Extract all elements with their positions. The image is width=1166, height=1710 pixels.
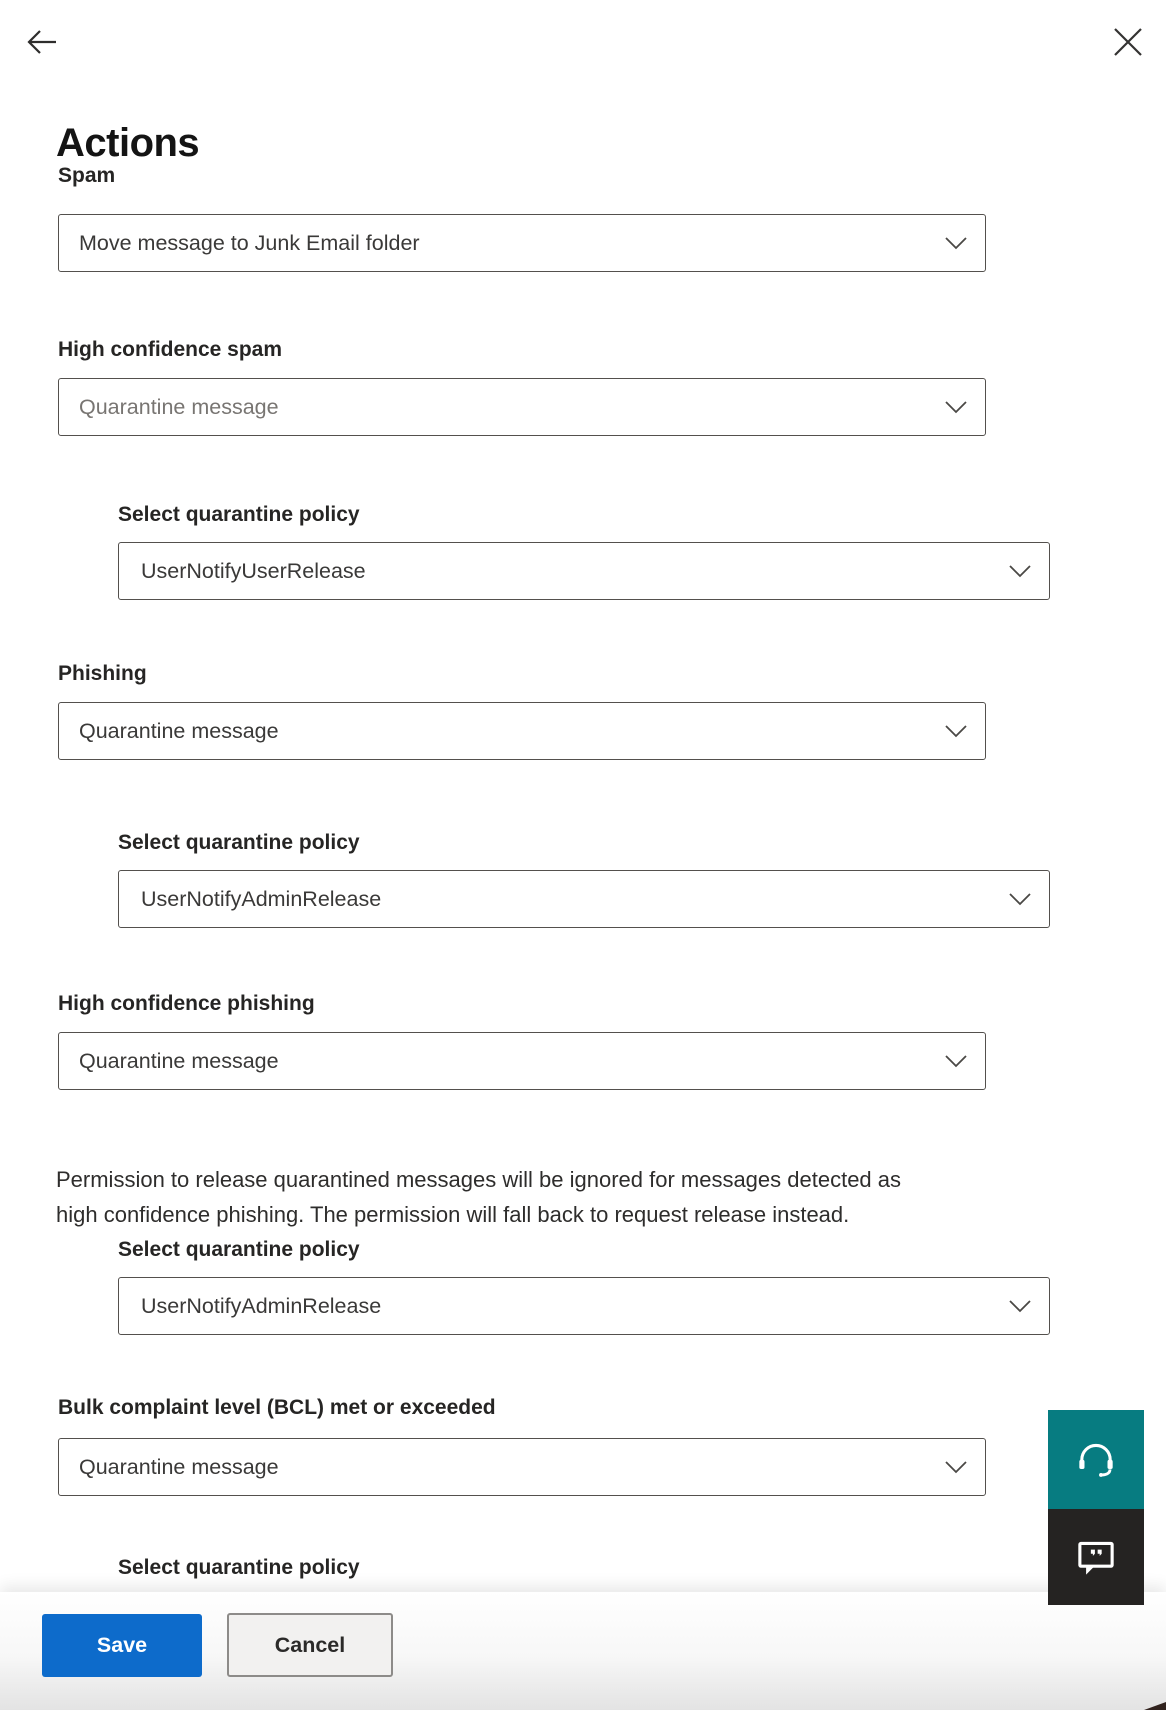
back-button[interactable]	[22, 24, 62, 60]
chevron-down-icon	[945, 725, 967, 738]
chevron-down-icon	[945, 1461, 967, 1474]
phishing-label: Phishing	[58, 662, 147, 685]
save-button[interactable]: Save	[42, 1614, 202, 1677]
phishing-select[interactable]	[58, 702, 986, 760]
close-icon	[1112, 27, 1144, 57]
hcp-quarantine-policy-value: UserNotifyAdminRelease	[141, 1293, 382, 1318]
chevron-down-icon	[1009, 565, 1031, 578]
headset-icon	[1073, 1437, 1119, 1483]
hcs-quarantine-policy-select[interactable]	[118, 542, 1050, 600]
phishing-select-value: Quarantine message	[79, 718, 279, 743]
cancel-button[interactable]: Cancel	[227, 1613, 393, 1677]
bcl-select[interactable]	[58, 1438, 986, 1496]
high-confidence-phishing-label: High confidence phishing	[58, 992, 315, 1015]
hcp-permission-note: Permission to release quarantined messages will be ignored for messages detected as high confidence phishing. The permission will fall back to request release instead.	[56, 1167, 902, 1227]
phishing-quarantine-policy-label: Select quarantine policy	[118, 831, 360, 854]
phishing-quarantine-policy-value: UserNotifyAdminRelease	[141, 886, 382, 911]
chevron-down-icon	[1009, 1300, 1031, 1313]
chevron-down-icon	[945, 237, 967, 250]
page-title: Actions	[56, 120, 200, 165]
spam-select[interactable]	[58, 214, 986, 272]
hcs-quarantine-policy-label: Select quarantine policy	[118, 503, 360, 526]
high-confidence-spam-select-value: Quarantine message	[79, 394, 279, 419]
high-confidence-spam-label: High confidence spam	[58, 338, 283, 361]
chevron-down-icon	[1009, 893, 1031, 906]
high-confidence-phishing-select-value: Quarantine message	[79, 1048, 279, 1073]
footer-bar	[0, 1592, 1166, 1710]
feedback-button[interactable]	[1048, 1509, 1144, 1605]
spam-select-value: Move message to Junk Email folder	[79, 230, 420, 255]
high-confidence-phishing-select[interactable]	[58, 1032, 986, 1090]
support-button[interactable]	[1048, 1410, 1144, 1509]
bcl-select-value: Quarantine message	[79, 1454, 279, 1479]
bcl-quarantine-policy-label: Select quarantine policy	[118, 1556, 360, 1579]
close-button[interactable]	[1107, 22, 1149, 62]
bcl-label: Bulk complaint level (BCL) met or exceeded	[58, 1396, 496, 1419]
hcp-quarantine-policy-select[interactable]	[118, 1277, 1050, 1335]
chat-bubble-icon	[1074, 1535, 1118, 1579]
chevron-down-icon	[945, 1055, 967, 1068]
chevron-down-icon	[945, 401, 967, 414]
hcp-quarantine-policy-label: Select quarantine policy	[118, 1238, 360, 1261]
high-confidence-spam-select[interactable]	[58, 378, 986, 436]
phishing-quarantine-policy-select[interactable]	[118, 870, 1050, 928]
back-arrow-icon	[26, 28, 58, 56]
spam-label: Spam	[58, 164, 116, 187]
hcs-quarantine-policy-value: UserNotifyUserRelease	[141, 558, 366, 583]
